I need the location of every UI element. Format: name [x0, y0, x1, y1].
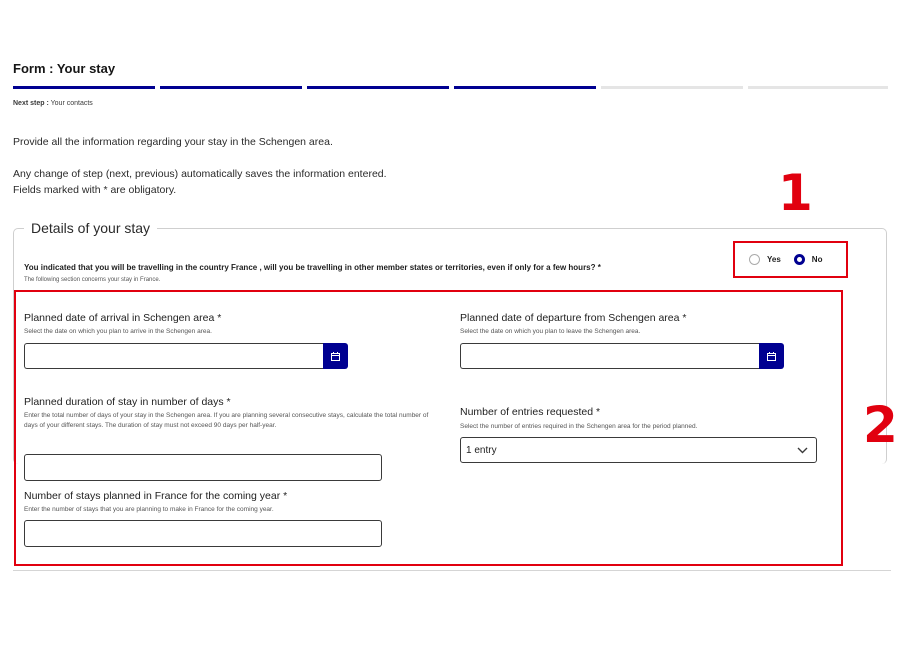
departure-date-hint: Select the date on which you plan to leave the Schengen area.: [460, 328, 641, 335]
section-divider: [13, 570, 891, 571]
progress-step-6: [748, 86, 888, 89]
stays-label: Number of stays planned in France for the coming year *: [24, 490, 288, 502]
calendar-icon: [330, 351, 341, 362]
entries-select[interactable]: [460, 437, 817, 463]
calendar-icon: [766, 351, 777, 362]
progress-step-3: [307, 86, 449, 89]
stays-input[interactable]: [24, 520, 382, 547]
entries-label: Number of entries requested *: [460, 406, 601, 418]
entries-hint: Select the number of entries required in the Schengen area for the period planned.: [460, 423, 698, 430]
progress-step-2: [160, 86, 302, 89]
other-states-question: You indicated that you will be travelling in the country France , will you be travelling in other member states or territories, even if only for a few hours? *: [24, 263, 601, 272]
radio-yes-label[interactable]: Yes: [767, 255, 781, 264]
progress-step-1: [13, 86, 155, 89]
required-notice: Fields marked with * are obligatory.: [13, 184, 177, 196]
duration-label: Planned duration of stay in number of days *: [24, 396, 231, 408]
departure-date-input[interactable]: [460, 343, 760, 369]
arrival-date-input[interactable]: [24, 343, 324, 369]
autosave-notice: Any change of step (next, previous) automatically saves the information entered.: [13, 168, 387, 180]
departure-date-label: Planned date of departure from Schengen area *: [460, 312, 687, 324]
form-title: Form : Your stay: [13, 61, 116, 76]
radio-no-label[interactable]: No: [811, 255, 823, 264]
departure-calendar-button[interactable]: [759, 343, 784, 369]
entries-selected-value: 1 entry: [466, 444, 497, 456]
intro-text: Provide all the information regarding your stay in the Schengen area.: [13, 136, 333, 148]
annotation-marker-1: 1: [778, 164, 813, 222]
next-step-label: Next step :: [13, 100, 49, 107]
chevron-down-icon: [797, 447, 808, 454]
arrival-date-hint: Select the date on which you plan to arrive in the Schengen area.: [24, 328, 212, 335]
stays-hint: Enter the number of stays that you are planning to make in France for the coming year.: [24, 506, 274, 513]
radio-no[interactable]: [794, 254, 805, 265]
progress-step-4: [454, 86, 596, 89]
arrival-calendar-button[interactable]: [323, 343, 348, 369]
radio-yes[interactable]: [749, 254, 760, 265]
other-states-radio-group: [749, 254, 835, 265]
next-step-indicator: [13, 100, 93, 107]
duration-input[interactable]: [24, 454, 382, 481]
progress-step-5: [601, 86, 743, 89]
duration-hint: Enter the total number of days of your stay in the Schengen area. If you are planning several consecutive stays, calculate the total number of days of your different stays. The duration of stay must not exceed 90 days per half-year.: [24, 412, 429, 430]
next-step-value: Your contacts: [50, 100, 93, 107]
other-states-hint: The following section concerns your stay in France.: [24, 277, 161, 283]
fieldset-legend: Details of your stay: [24, 220, 157, 236]
annotation-marker-2: 2: [863, 396, 898, 454]
arrival-date-label: Planned date of arrival in Schengen area *: [24, 312, 222, 324]
